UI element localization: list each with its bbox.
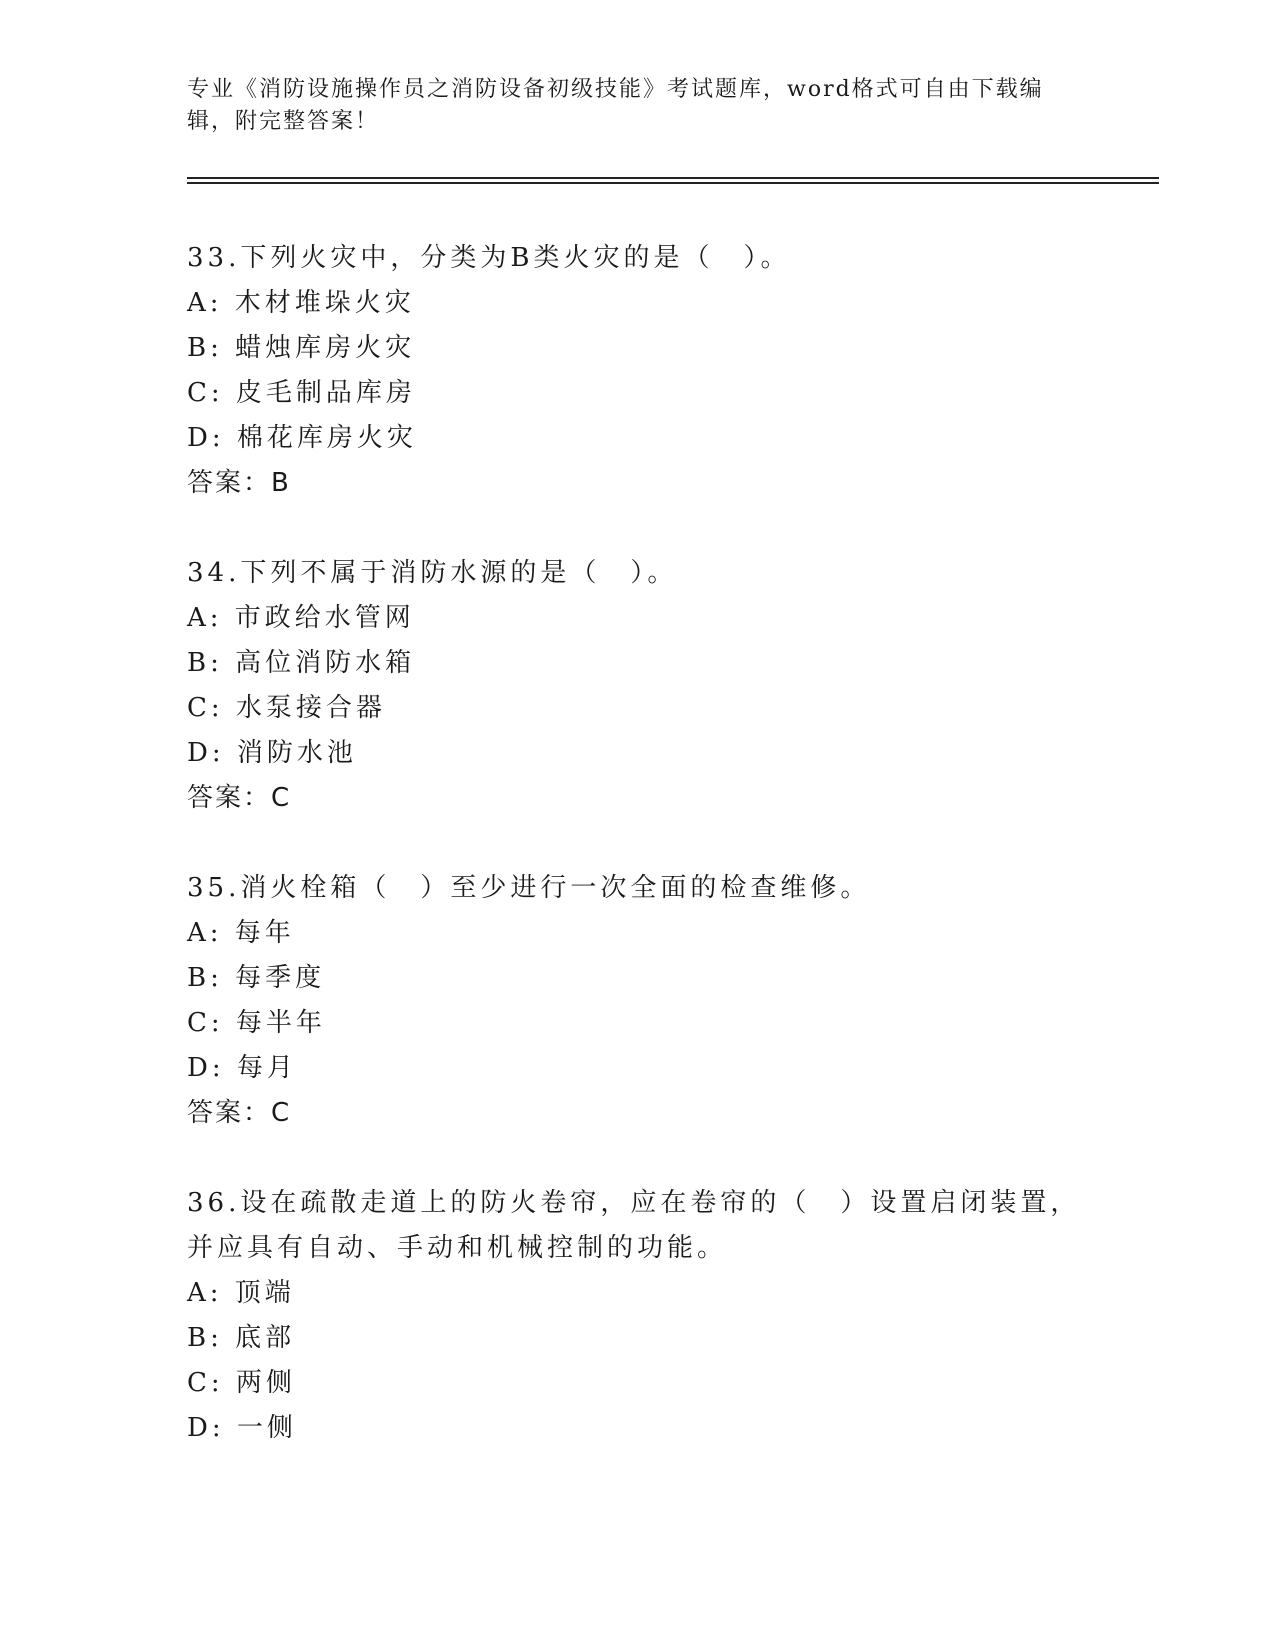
option-c: C: 两侧 [187, 1368, 296, 1398]
question-stem: 36.设在疏散走道上的防火卷帘，应在卷帘的（ ）设置启闭装置，并应具有自动、手动和机械控制的功能。 [187, 1188, 1081, 1263]
question-stem: 33.下列火灾中，分类为B类火灾的是（ ）。 [187, 243, 791, 273]
option-b: B: 每季度 [187, 963, 326, 993]
option-b: B: 蜡烛库房火灾 [187, 333, 416, 363]
question-36 [187, 1181, 1087, 1451]
option-d: D: 棉花库房火灾 [187, 423, 417, 453]
option-b: B: 高位消防水箱 [187, 648, 416, 678]
answer-line: 答案：B [187, 468, 291, 498]
question-35 [187, 866, 1087, 1136]
option-a: A: 市政给水管网 [187, 603, 415, 633]
document-header: 专业《消防设施操作员之消防设备初级技能》考试题库，word格式可自由下载编辑，附完整答案！ [187, 77, 1044, 134]
question-list [187, 236, 1087, 1496]
question-33 [187, 236, 1087, 506]
option-a: A: 木材堆垛火灾 [187, 288, 415, 318]
question-stem: 34.下列不属于消防水源的是（ ）。 [187, 558, 678, 588]
question-34 [187, 551, 1087, 821]
answer-line: 答案：C [187, 1098, 292, 1128]
option-c: C: 皮毛制品库房 [187, 378, 416, 408]
header-divider-bottom [187, 182, 1159, 184]
option-c: C: 水泵接合器 [187, 693, 386, 723]
header-divider-top [187, 177, 1159, 179]
option-d: D: 一侧 [187, 1413, 297, 1443]
option-c: C: 每半年 [187, 1008, 326, 1038]
option-b: B: 底部 [187, 1323, 296, 1353]
option-d: D: 每月 [187, 1053, 297, 1083]
answer-line: 答案：C [187, 783, 292, 813]
option-a: A: 顶端 [187, 1278, 295, 1308]
option-a: A: 每年 [187, 918, 295, 948]
question-stem: 35.消火栓箱（ ）至少进行一次全面的检查维修。 [187, 873, 871, 903]
option-d: D: 消防水池 [187, 738, 357, 768]
